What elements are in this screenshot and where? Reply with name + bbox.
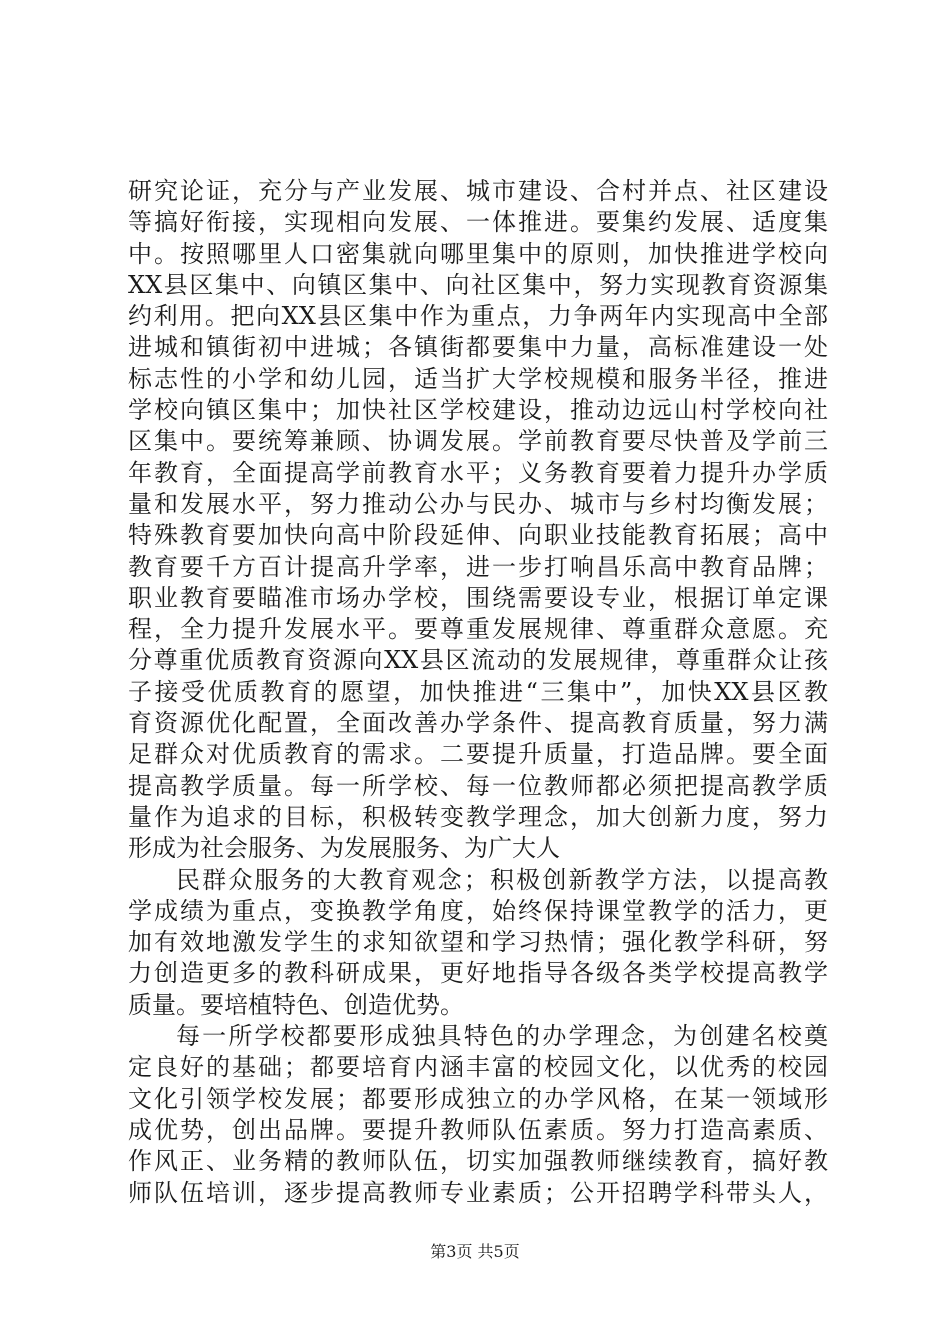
text-line: 形成为社会服务、为发展服务、为广大人 bbox=[128, 834, 560, 863]
text-line: 教育要千方百计提高升学率，进一步打响昌乐高中教育品牌； bbox=[128, 552, 828, 581]
text-line: 约利用。把向XX县区集中作为重点，力争两年内实现高中全部 bbox=[128, 302, 828, 331]
text-line: 足群众对优质教育的需求。二要提升质量，打造品牌。要全面 bbox=[128, 740, 828, 769]
text-line: 师队伍培训，逐步提高教师专业素质；公开招聘学科带头人， bbox=[128, 1178, 828, 1207]
text-line: 定良好的基础；都要培育内涵丰富的校园文化，以优秀的校园 bbox=[128, 1053, 828, 1082]
text-line: 特殊教育要加快向高中阶段延伸、向职业技能教育拓展；高中 bbox=[128, 521, 828, 550]
text-line: 程，全力提升发展水平。要尊重发展规律、尊重群众意愿。充 bbox=[128, 615, 828, 644]
text-line: 学校向镇区集中；加快社区学校建设，推动边远山村学校向社 bbox=[128, 396, 828, 425]
text-line: 育资源优化配置，全面改善办学条件、提高教育质量，努力满 bbox=[128, 709, 828, 738]
text-line: 量和发展水平，努力推动公办与民办、城市与乡村均衡发展； bbox=[128, 489, 828, 518]
page-number-footer: 第3页 共5页 bbox=[430, 1242, 520, 1261]
text-line: 文化引领学校发展；都要形成独立的办学风格，在某一领域形 bbox=[128, 1084, 828, 1113]
text-line: 质量。要培植特色、创造优势。 bbox=[128, 990, 464, 1019]
text-line: 作风正、业务精的教师队伍，切实加强教师继续教育，搞好教 bbox=[128, 1147, 828, 1176]
text-line: 职业教育要瞄准市场办学校，围绕需要设专业，根据订单定课 bbox=[128, 583, 828, 612]
text-line: 等搞好衔接，实现相向发展、一体推进。要集约发展、适度集 bbox=[128, 208, 828, 237]
text-line: 区集中。要统筹兼顾、协调发展。学前教育要尽快普及学前三 bbox=[128, 427, 828, 456]
text-line: 量作为追求的目标，积极转变教学理念，加大创新力度，努力 bbox=[128, 802, 828, 831]
text-line: 子接受优质教育的愿望，加快推进“三集中”，加快XX县区教 bbox=[128, 677, 828, 706]
text-line: 进城和镇街初中进城；各镇街都要集中力量，高标准建设一处 bbox=[128, 333, 828, 362]
text-line: 加有效地激发学生的求知欲望和学习热情；强化教学科研，努 bbox=[128, 928, 828, 957]
text-line: 提高教学质量。每一所学校、每一位教师都必须把提高教学质 bbox=[128, 771, 828, 800]
text-line: 研究论证，充分与产业发展、城市建设、合村并点、社区建设 bbox=[128, 177, 828, 205]
text-line: 标志性的小学和幼儿园，适当扩大学校规模和服务半径，推进 bbox=[128, 364, 828, 393]
text-line: 力创造更多的教科研成果，更好地指导各级各类学校提高教学 bbox=[128, 959, 828, 988]
text-line: 成优势，创出品牌。要提升教师队伍素质。努力打造高素质、 bbox=[128, 1115, 828, 1144]
text-line: 中。按照哪里人口密集就向哪里集中的原则，加快推进学校向 bbox=[128, 239, 828, 268]
text-line: 民群众服务的大教育观念；积极创新教学方法，以提高教 bbox=[176, 865, 828, 894]
text-line: 每一所学校都要形成独具特色的办学理念，为创建名校奠 bbox=[176, 1022, 828, 1051]
text-line: 年教育，全面提高学前教育水平；义务教育要着力提升办学质 bbox=[128, 458, 828, 487]
text-line: 分尊重优质教育资源向XX县区流动的发展规律，尊重群众让孩 bbox=[128, 646, 828, 675]
text-line: 学成绩为重点，变换教学角度，始终保持课堂教学的活力，更 bbox=[128, 896, 828, 925]
body-text bbox=[128, 176, 828, 1209]
text-line: XX县区集中、向镇区集中、向社区集中，努力实现教育资源集 bbox=[128, 270, 828, 299]
